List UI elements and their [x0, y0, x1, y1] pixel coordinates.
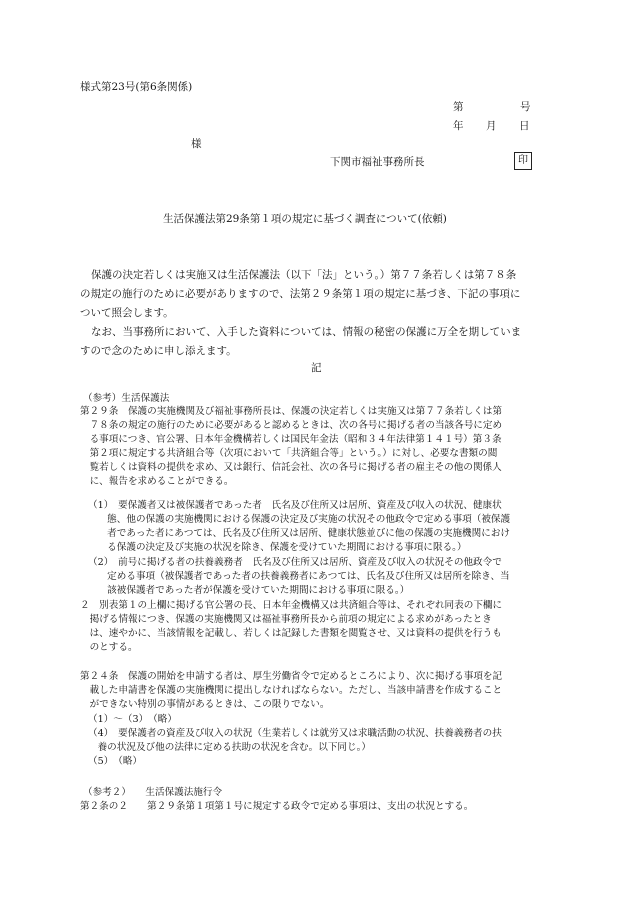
ref1-heading: （参考）生活保護法 — [83, 393, 170, 404]
article-29-item-1 — [88, 499, 560, 555]
text-line: は、速やかに、当該情報を記載し、若しくは記録した書類を閲覧させ、又は資料の提供を行うも — [80, 628, 502, 639]
article-24 — [80, 670, 560, 712]
text-line: 載した申請書を保護の実施機関に提出しなければならない。ただし、当該申請書を作成すること — [80, 685, 503, 696]
body-line: ついて照会します。 — [80, 307, 174, 319]
date-month-label: 月 — [486, 120, 497, 132]
article-29 — [80, 405, 560, 489]
article-29-item-2 — [88, 556, 560, 598]
body-line: 保護の決定若しくは実施又は生活保護法（以下「法」という。）第７７条若しくは第７８条 — [91, 269, 517, 281]
document-title: 生活保護法第29条第１項の規定に基づく調査について(依頼) — [163, 213, 447, 225]
text-line: る保護の決定及び実施の状況を除き、保護を受けていた期間における事項に限る。） — [88, 542, 467, 553]
body-paragraph-1 — [80, 266, 560, 323]
enforcement-order-article-2-2: 第２条の２ 第２９条第１項第１号に規定する政令で定める事項は、支出の状況とする。 — [80, 801, 474, 812]
text-line: 該被保護者であった者が保護を受けていた期間における事項に限る。） — [88, 585, 410, 596]
text-line: に、報告を求めることができる。 — [80, 476, 234, 487]
text-line: のとする。 — [80, 642, 138, 653]
body-paragraph-2 — [80, 323, 560, 361]
body-line: すので念のために申し添えます。 — [80, 345, 237, 357]
document-number-suffix: 号 — [520, 101, 531, 113]
article-24-items-1-3: （1）～（3） （略） — [88, 714, 177, 725]
date-day-label: 日 — [519, 120, 530, 132]
text-line: （4） 要保護者の資産及び収入の状況（生業若しくは就労又は求職活動の状況、扶養義務者の扶 — [88, 728, 502, 739]
text-line: （2） 前号に掲げる者の扶養義務者 氏名及び住所又は居所、資産及び収入の状況その他政令で — [88, 557, 502, 568]
text-line: 態、他の保護の実施機関における保護の決定及び実施の状況その他政令で定める事項（被保護 — [88, 514, 511, 525]
date-year-label: 年 — [453, 120, 464, 132]
seal-box: 印 — [514, 152, 532, 170]
text-line: 覧若しくは資料の提供を求め、又は銀行、信託会社、次の各号に掲げる者の雇主その他の関係人 — [80, 462, 502, 473]
article-24-item-4 — [88, 727, 560, 755]
text-line: 第２９条 保護の実施機関及び福祉事務所長は、保護の決定若しくは実施又は第７７条若しくは第 — [80, 406, 503, 417]
text-line: 定める事項（被保護者であった者の扶養義務者にあつては、氏名及び住所又は居所を除き、当 — [88, 571, 510, 582]
text-line: 掲げる情報につき、保護の実施機関又は福祉事務所長から前項の規定による求めがあったとき — [80, 614, 492, 625]
text-line: 者であった者にあつては、氏名及び住所又は居所、健康状態並びに他の保護の実施機関におけ — [88, 528, 511, 539]
ref2-heading: （参考２） 生活保護法施行令 — [83, 787, 223, 798]
article-24-item-5: （5） （略） — [88, 756, 143, 767]
text-line: ２ 別表第１の上欄に掲げる官公署の長、日本年金機構又は共済組合等は、それぞれ同表の下欄に — [80, 600, 503, 611]
text-line: ができない特別の事情があるときは、この限りでない。 — [80, 699, 330, 710]
ki-heading: 記 — [311, 362, 322, 374]
text-line: （1） 要保護者又は被保護者であった者 氏名及び住所又は居所、資産及び収入の状況、健康状 — [88, 500, 502, 511]
text-line: 第２項に規定する共済組合等（次項において「共済組合等」という。）に対し、必要な書類の閲 — [80, 448, 498, 459]
body-line: なお、当事務所において、入手した資料については、情報の秘密の保護に万全を期していま — [91, 326, 522, 338]
text-line: る事項につき、官公署、日本年金機構若しくは国民年金法（昭和３４年法律第１４１号）第３条 — [80, 434, 502, 445]
text-line: ７８条の規定の施行のために必要があると認めるときは、次の各号に掲げる者の当該各号に定め — [80, 420, 503, 431]
article-29-paragraph-2 — [80, 599, 560, 655]
text-line: 第２４条 保護の開始を申請する者は、厚生労働省令で定めるところにより、次に掲げる事項を記 — [80, 671, 503, 682]
body-line: の規定の施行のために必要がありますので、法第２９条第１項の規定に基づき、下記の事項に — [80, 288, 521, 300]
form-number: 様式第23号(第6条関係) — [80, 81, 193, 93]
text-line: 養の状況及び他の法律に定める扶助の状況を含む。以下同じ。） — [88, 742, 372, 753]
sender-name: 下関市福祉事務所長 — [330, 156, 425, 168]
document-number-label: 第 — [453, 101, 464, 113]
addressee-suffix: 様 — [191, 138, 202, 150]
